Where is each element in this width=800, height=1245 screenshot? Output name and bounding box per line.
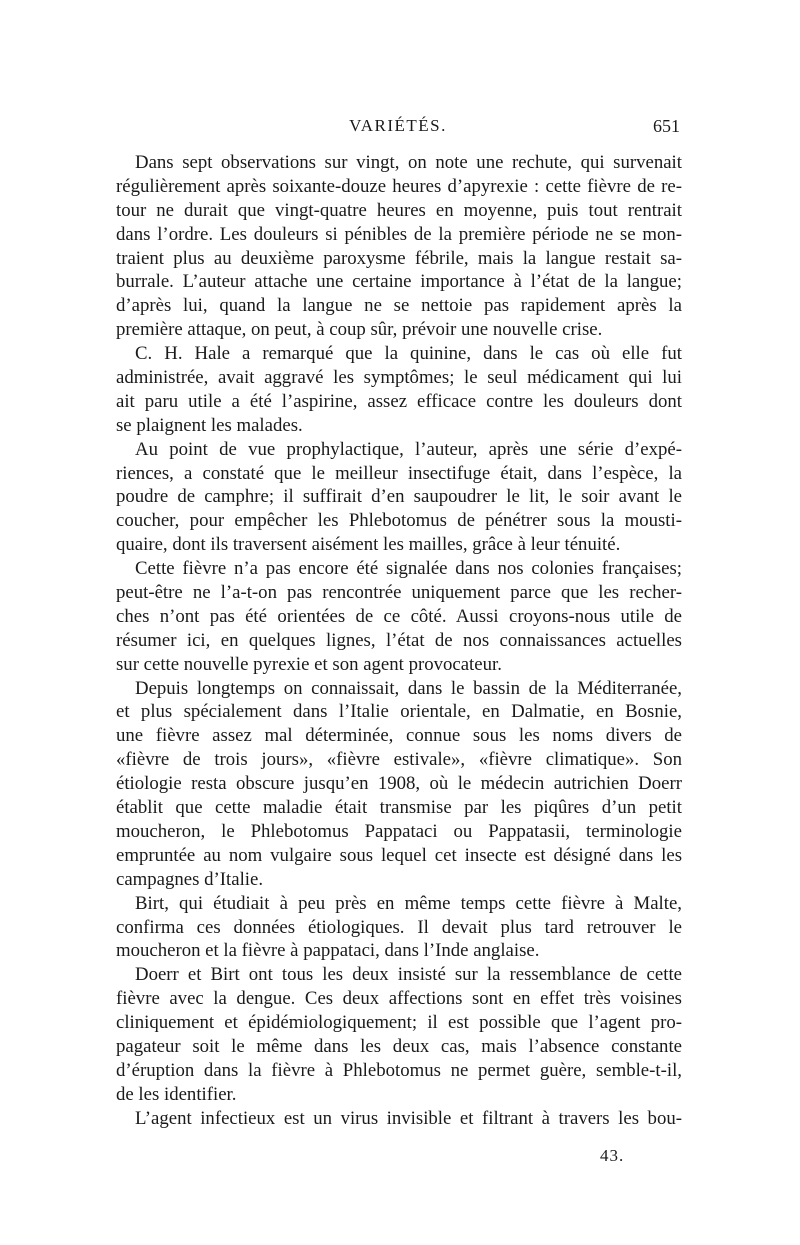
text-line: Au point de vue prophylactique, l’auteur, après une série d’expé-	[135, 438, 682, 460]
text-line: tour ne durait que vingt-quatre heures en moyenne, puis tout rentrait	[116, 199, 682, 221]
text-line: peut-être ne l’a-t-on pas rencontrée uniquement parce que les recher-	[116, 582, 682, 604]
text-line: ait paru utile a été l’aspirine, assez efficace contre les douleurs dont	[116, 390, 682, 412]
text-line: L’agent infectieux est un virus invisible et filtrant à travers les bou-	[135, 1107, 682, 1129]
text-line: traient plus au deuxième paroxysme fébrile, mais la langue restait sa-	[116, 247, 682, 269]
text-line: ches n’ont pas été orientées de ce côté. Aussi croyons-nous utile de	[116, 605, 682, 627]
text-line: empruntée au nom vulgaire sous lequel cet insecte est désigné dans les	[116, 844, 682, 866]
text-line: moucheron et la fièvre à pappataci, dans l’Inde anglaise.	[116, 940, 540, 962]
text-line: et plus spécialement dans l’Italie orientale, en Dalmatie, en Bosnie,	[116, 701, 682, 723]
text-line: coucher, pour empêcher les Phlebotomus de pénétrer sous la mousti-	[116, 510, 682, 532]
text-line: sur cette nouvelle pyrexie et son agent provocateur.	[116, 653, 502, 675]
text-line: fièvre avec la dengue. Ces deux affections sont en effet très voisines	[116, 988, 682, 1010]
text-line: une fièvre assez mal déterminée, connue sous les noms divers de	[116, 725, 682, 747]
text-line: Dans sept observations sur vingt, on note une rechute, qui survenait	[135, 152, 682, 173]
text-line: régulièrement après soixante-douze heures d’apyrexie : cette fièvre de re-	[116, 175, 682, 197]
text-line: première attaque, on peut, à coup sûr, prévoir une nouvelle crise.	[116, 319, 603, 341]
text-line: burrale. L’auteur attache une certaine importance à l’état de la langue;	[116, 271, 682, 293]
text-line: d’éruption dans la fièvre à Phlebotomus ne permet guère, semble-t-il,	[116, 1059, 682, 1081]
text-line: Cette fièvre n’a pas encore été signalée dans nos colonies françaises;	[135, 558, 682, 580]
text-line: campagnes d’Italie.	[116, 868, 264, 890]
text-line: quaire, dont ils traversent aisément les mailles, grâce à leur ténuité.	[116, 534, 621, 556]
page-header	[116, 112, 680, 142]
text-line: de les identifier.	[116, 1083, 237, 1105]
text-line: pagateur soit le même dans les deux cas, mais l’absence constante	[116, 1035, 682, 1057]
page-number: 651	[653, 116, 680, 136]
text-line: Depuis longtemps on connaissait, dans le bassin de la Méditerranée,	[135, 677, 682, 699]
printer-signature-mark: 43.	[600, 1146, 625, 1165]
text-line: établit que cette maladie était transmise par les piqûres d’un petit	[116, 797, 682, 819]
text-line: riences, a constaté que le meilleur insectifuge était, dans l’espèce, la	[116, 462, 682, 484]
text-line: étiologie resta obscure jusqu’en 1908, où le médecin autrichien Doerr	[116, 773, 682, 795]
body-text	[116, 151, 682, 1131]
text-line: Birt, qui étudiait à peu près en même temps cette fièvre à Malte,	[135, 892, 682, 914]
text-line: administrée, avait aggravé les symptômes; le seul médicament qui lui	[116, 367, 682, 389]
running-title: VARIÉTÉS.	[349, 116, 447, 135]
text-line: moucheron, le Phlebotomus Pappataci ou Pappatasii, terminologie	[116, 820, 682, 842]
text-line: poudre de camphre; il suffirait d’en saupoudrer le lit, le soir avant le	[116, 486, 682, 508]
text-line: résumer ici, en quelques lignes, l’état de nos connaissances actuelles	[116, 629, 682, 651]
text-line: C. H. Hale a remarqué que la quinine, dans le cas où elle fut	[135, 343, 682, 365]
text-line: Doerr et Birt ont tous les deux insisté sur la ressemblance de cette	[135, 964, 682, 986]
text-line: dans l’ordre. Les douleurs si pénibles de la première période ne se mon-	[116, 223, 682, 245]
text-line: confirma ces données étiologiques. Il devait plus tard retrouver le	[116, 916, 682, 938]
text-line: «fièvre de trois jours», «fièvre estivale», «fièvre climatique». Son	[116, 749, 682, 771]
text-line: cliniquement et épidémiologiquement; il est possible que l’agent pro-	[116, 1012, 682, 1034]
text-line: d’après lui, quand la langue ne se nettoie pas rapidement après la	[116, 295, 682, 317]
text-line: se plaignent les malades.	[116, 414, 303, 436]
